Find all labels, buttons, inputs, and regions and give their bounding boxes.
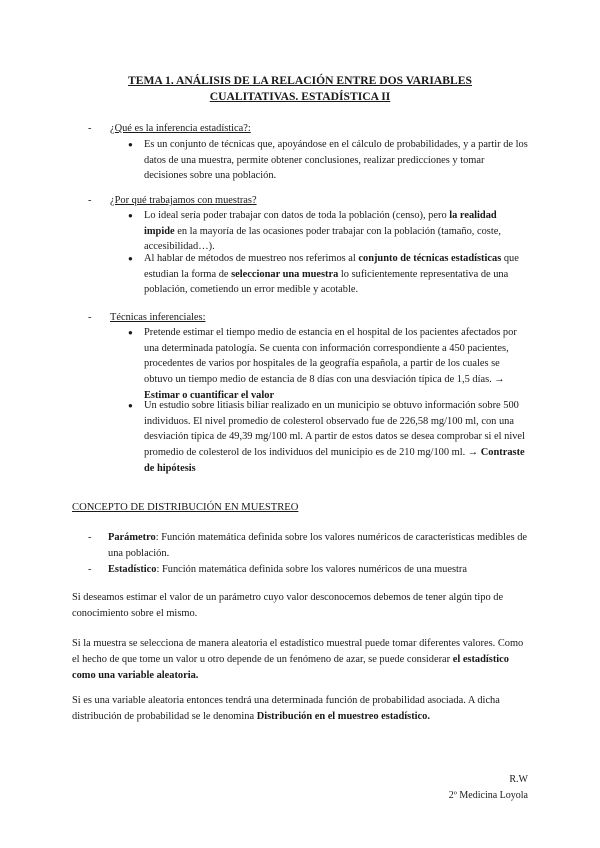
bullet-icon: ● xyxy=(128,328,133,337)
page-title xyxy=(72,73,528,105)
bullet-item xyxy=(128,251,528,298)
title-line-2: CUALITATIVAS. ESTADÍSTICA II xyxy=(209,90,391,103)
dash-marker: - xyxy=(88,532,92,543)
bullet-item xyxy=(128,398,528,477)
bold-phrase: Contraste de hipótesis xyxy=(144,447,525,474)
question-text: Técnicas inferenciales: xyxy=(110,312,206,323)
definition-text: Parámetro: Función matemática definida sobre los valores numéricos de características medibles de una población. xyxy=(108,532,528,559)
question-text: ¿Por qué trabajamos con muestras? xyxy=(110,195,257,206)
bullet-text: Pretende estimar el tiempo medio de estancia en el hospital de los pacientes afectados por una determinada patología. Se cuenta con información correspondiente a 450 pacientes, procedentes de varios por hospitales de la geografía española, a partir de los cuales se obtuvo un tiempo medio de estancia de 8 días con una desviación típica de 1,5 días. → Estimar o cuantificar el valor xyxy=(144,327,517,401)
bold-phrase: conjunto de técnicas estadísticas xyxy=(358,253,502,264)
definition-term: Parámetro xyxy=(108,532,156,543)
footer-course: 2º Medicina Loyola xyxy=(448,790,528,801)
bullet-icon: ● xyxy=(128,401,133,410)
bullet-text: Es un conjunto de técnicas que, apoyándose en el cálculo de probabilidades, y a partir de los datos de una muestra, permite obtener conclusiones, realizar predicciones y tomar decisiones sobre una población. xyxy=(144,139,528,182)
bold-phrase: el estadístico como una variable aleatoria. xyxy=(72,654,509,681)
dash-marker: - xyxy=(88,195,92,206)
bold-phrase: la realidad impide xyxy=(144,210,497,237)
footer-initials: R.W xyxy=(509,774,528,785)
bullet-text: Lo ideal sería poder trabajar con datos de toda la población (censo), pero la realidad impide en la mayoría de las ocasiones poder trabajar con la población (tamaño, coste, accesibilidad…). xyxy=(144,210,501,253)
bold-phrase: Distribución en el muestreo estadístico. xyxy=(256,711,430,722)
definition-term: Estadístico xyxy=(108,564,157,575)
bullet-text: Un estudio sobre litiasis biliar realizado en un municipio se obtuvo información sobre 500 individuos. El nivel promedio de colesterol observado fue de 226,58 mg/100 ml, con una desviación típica de 49,39 mg/100 ml. A partir de estos datos se desea comprobar si el nivel promedio de colesterol de los individuos del municipio es de 210 mg/100 ml. → Contraste de hipótesis xyxy=(144,400,525,474)
bullet-icon: ● xyxy=(128,140,133,149)
bullet-icon: ● xyxy=(128,254,133,263)
bullet-item xyxy=(128,208,528,255)
paragraph: Si la muestra se selecciona de manera aleatoria el estadístico muestral puede tomar diferentes valores. Como el hecho de que tome un valor u otro depende de un fenómeno de azar, se puede considerar el estadístico como una variable aleatoria. xyxy=(72,638,524,681)
bullet-item xyxy=(128,325,528,404)
bullet-text: Al hablar de métodos de muestreo nos referimos al conjunto de técnicas estadísticas que estudian la forma de seleccionar una muestra lo suficientemente representativa de una población, cometiendo un error medible y acotable. xyxy=(144,253,519,296)
definition-estadistico xyxy=(88,562,528,578)
dash-marker: - xyxy=(88,123,92,134)
paragraph: Si es una variable aleatoria entonces tendrá una determinada función de probabilidad asociada. A dicha distribución de probabilidad se le denomina Distribución en el muestreo estadístico. xyxy=(72,695,500,722)
definition-text: Estadístico: Función matemática definida sobre los valores numéricos de una muestra xyxy=(108,564,467,575)
dash-marker: - xyxy=(88,564,92,575)
section-heading: CONCEPTO DE DISTRIBUCIÓN EN MUESTREO xyxy=(72,502,299,513)
definition-parametro xyxy=(88,530,528,561)
bold-phrase: Estimar o cuantificar el valor xyxy=(144,389,275,401)
bullet-icon: ● xyxy=(128,211,133,220)
bullet-item xyxy=(128,137,528,184)
title-line-1: TEMA 1. ANÁLISIS DE LA RELACIÓN ENTRE DOS VARIABLES xyxy=(128,74,472,87)
paragraph: Si deseamos estimar el valor de un parámetro cuyo valor desconocemos debemos de tener algún tipo de conocimiento sobre el mismo. xyxy=(72,592,504,619)
bold-phrase: seleccionar una muestra xyxy=(231,268,339,280)
dash-marker: - xyxy=(88,312,92,323)
question-text: ¿Qué es la inferencia estadística?: xyxy=(110,123,251,134)
